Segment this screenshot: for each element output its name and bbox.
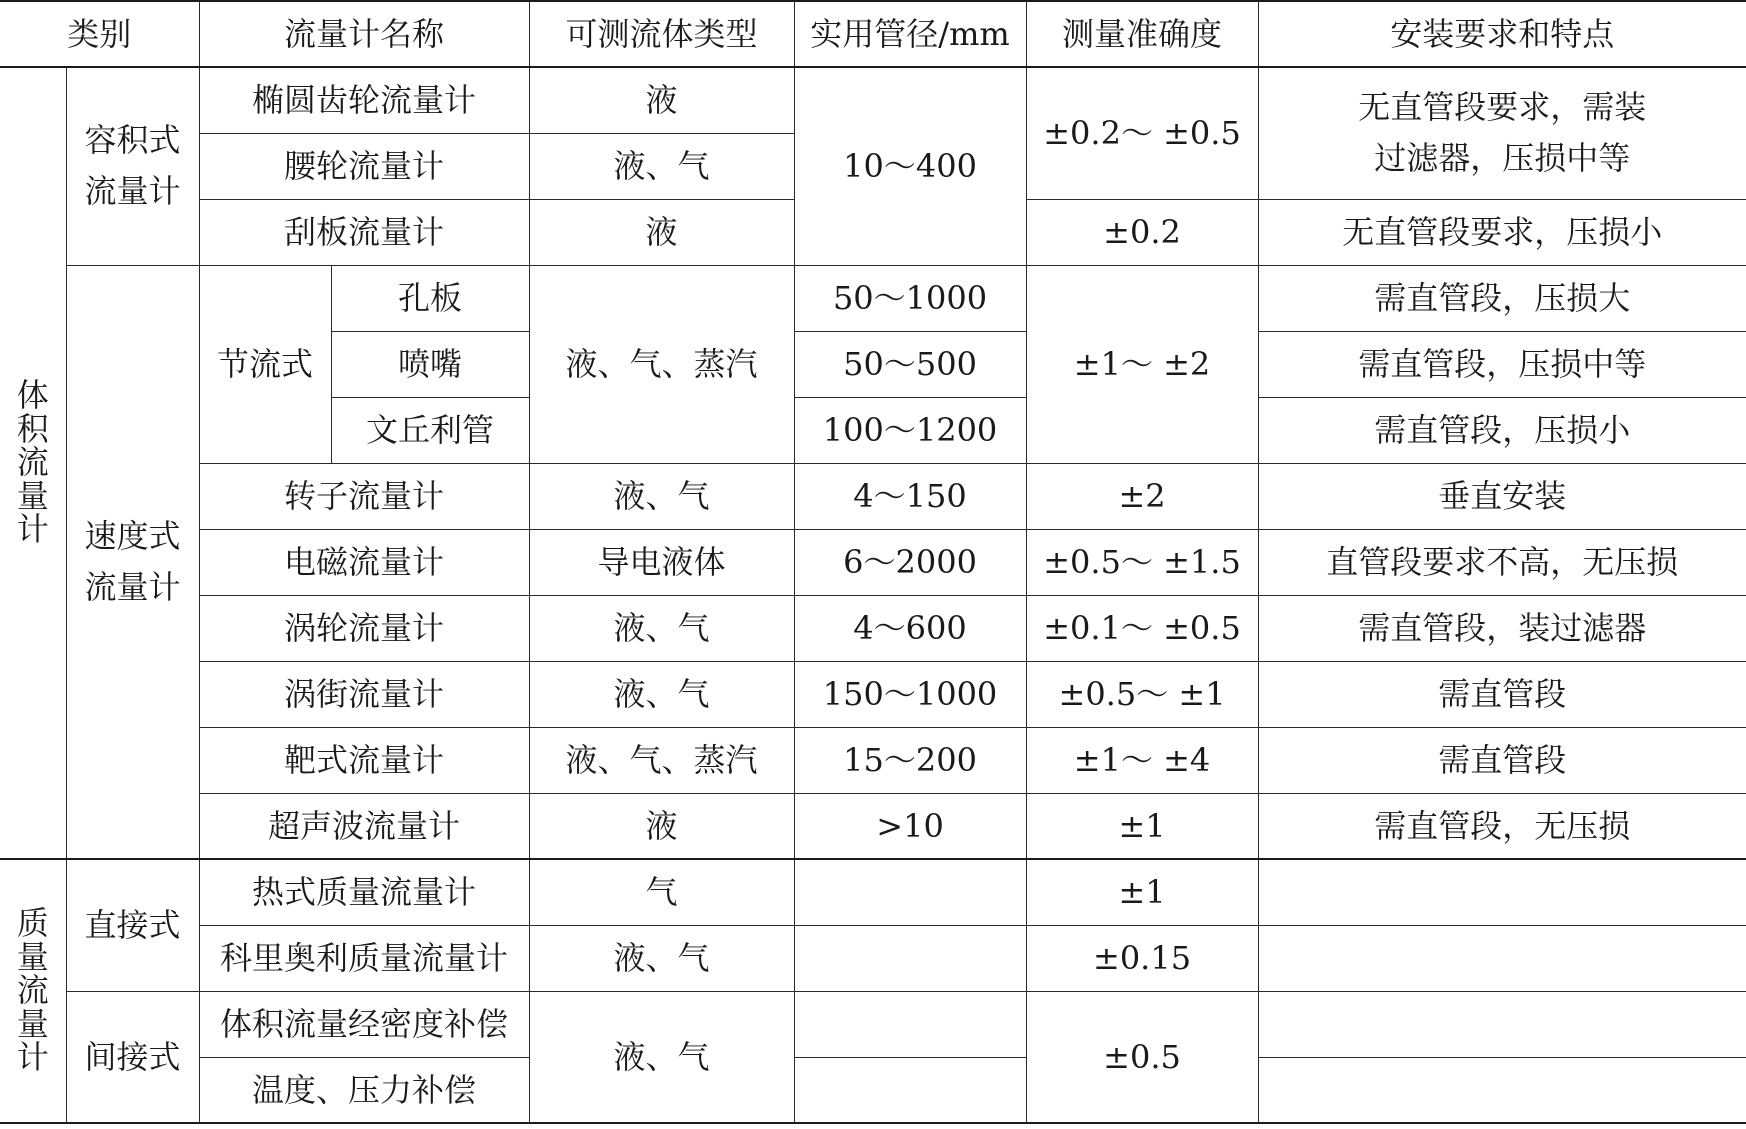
roots-name: 腰轮流量计 xyxy=(199,133,529,199)
venturi-diameter: 100～1200 xyxy=(794,397,1026,463)
group-direct: 直接式 xyxy=(66,859,199,991)
coriolis-install xyxy=(1258,925,1746,991)
electromagnetic-name: 电磁流量计 xyxy=(199,529,529,595)
density-comp-diameter xyxy=(794,991,1026,1057)
table-row xyxy=(0,991,1746,1057)
group-volume xyxy=(0,67,66,859)
thermal-mass-install xyxy=(1258,859,1746,925)
nozzle-name: 喷嘴 xyxy=(331,331,529,397)
header-diameter: 实用管径/mm xyxy=(794,1,1026,67)
vortex-fluid: 液、气 xyxy=(529,661,794,727)
turbine-fluid: 液、气 xyxy=(529,595,794,661)
coriolis-diameter xyxy=(794,925,1026,991)
thermal-mass-fluid: 气 xyxy=(529,859,794,925)
oval-gear-name: 椭圆齿轮流量计 xyxy=(199,67,529,133)
ultrasonic-diameter: >10 xyxy=(794,793,1026,859)
group-indirect: 间接式 xyxy=(66,991,199,1123)
vortex-install: 需直管段 xyxy=(1258,661,1746,727)
pd-install xyxy=(1258,67,1746,199)
thermal-mass-diameter xyxy=(794,859,1026,925)
temp-press-comp-name: 温度、压力补偿 xyxy=(199,1057,529,1123)
coriolis-accuracy: ±0.15 xyxy=(1026,925,1258,991)
pd-install-text: 无直管段要求，需装过滤器，压损中等 xyxy=(1358,88,1647,178)
roots-fluid: 液、气 xyxy=(529,133,794,199)
group-velocity xyxy=(66,265,199,859)
table-row xyxy=(0,1057,1746,1123)
header-row xyxy=(0,1,1746,67)
throttle-accuracy: ±1～ ±2 xyxy=(1026,265,1258,463)
table-row xyxy=(0,463,1746,529)
density-comp-install xyxy=(1258,991,1746,1057)
group-volume-label: 体积流量计 xyxy=(16,376,49,549)
rotameter-name: 转子流量计 xyxy=(199,463,529,529)
header-accuracy: 测量准确度 xyxy=(1026,1,1258,67)
pd-diameter: 10～400 xyxy=(794,67,1026,265)
group-velocity-label: 速度式流量计 xyxy=(84,516,181,606)
venturi-name: 文丘利管 xyxy=(331,397,529,463)
thermal-mass-accuracy: ±1 xyxy=(1026,859,1258,925)
ultrasonic-name: 超声波流量计 xyxy=(199,793,529,859)
temp-press-comp-diameter xyxy=(794,1057,1026,1123)
turbine-name: 涡轮流量计 xyxy=(199,595,529,661)
header-name: 流量计名称 xyxy=(199,1,529,67)
table-row xyxy=(0,859,1746,925)
target-install: 需直管段 xyxy=(1258,727,1746,793)
indirect-fluid: 液、气 xyxy=(529,991,794,1123)
table-row xyxy=(0,925,1746,991)
table-row xyxy=(0,265,1746,331)
orifice-diameter: 50～1000 xyxy=(794,265,1026,331)
ultrasonic-accuracy: ±1 xyxy=(1026,793,1258,859)
scraper-install: 无直管段要求，压损小 xyxy=(1258,199,1746,265)
pd-accuracy: ±0.2～ ±0.5 xyxy=(1026,67,1258,199)
orifice-install: 需直管段，压损大 xyxy=(1258,265,1746,331)
header-category: 类别 xyxy=(0,1,199,67)
vortex-diameter: 150～1000 xyxy=(794,661,1026,727)
electromagnetic-accuracy: ±0.5～ ±1.5 xyxy=(1026,529,1258,595)
turbine-accuracy: ±0.1～ ±0.5 xyxy=(1026,595,1258,661)
coriolis-name: 科里奥利质量流量计 xyxy=(199,925,529,991)
group-throttle: 节流式 xyxy=(199,265,331,463)
table-row xyxy=(0,727,1746,793)
density-comp-name: 体积流量经密度补偿 xyxy=(199,991,529,1057)
group-mass-label: 质量流量计 xyxy=(16,904,49,1077)
group-mass xyxy=(0,859,66,1123)
scraper-accuracy: ±0.2 xyxy=(1026,199,1258,265)
turbine-install: 需直管段，装过滤器 xyxy=(1258,595,1746,661)
target-diameter: 15～200 xyxy=(794,727,1026,793)
electromagnetic-diameter: 6～2000 xyxy=(794,529,1026,595)
target-name: 靶式流量计 xyxy=(199,727,529,793)
target-fluid: 液、气、蒸汽 xyxy=(529,727,794,793)
ultrasonic-install: 需直管段，无压损 xyxy=(1258,793,1746,859)
header-fluid: 可测流体类型 xyxy=(529,1,794,67)
table-row xyxy=(0,529,1746,595)
target-accuracy: ±1～ ±4 xyxy=(1026,727,1258,793)
electromagnetic-fluid: 导电液体 xyxy=(529,529,794,595)
scraper-fluid: 液 xyxy=(529,199,794,265)
electromagnetic-install: 直管段要求不高，无压损 xyxy=(1258,529,1746,595)
orifice-name: 孔板 xyxy=(331,265,529,331)
scraper-name: 刮板流量计 xyxy=(199,199,529,265)
rotameter-fluid: 液、气 xyxy=(529,463,794,529)
thermal-mass-name: 热式质量流量计 xyxy=(199,859,529,925)
table-row xyxy=(0,793,1746,859)
nozzle-install: 需直管段，压损中等 xyxy=(1258,331,1746,397)
vortex-name: 涡街流量计 xyxy=(199,661,529,727)
group-positive-displacement xyxy=(66,67,199,265)
rotameter-diameter: 4～150 xyxy=(794,463,1026,529)
group-positive-displacement-label: 容积式流量计 xyxy=(84,121,181,211)
nozzle-diameter: 50～500 xyxy=(794,331,1026,397)
rotameter-accuracy: ±2 xyxy=(1026,463,1258,529)
indirect-accuracy: ±0.5 xyxy=(1026,991,1258,1123)
oval-gear-fluid: 液 xyxy=(529,67,794,133)
coriolis-fluid: 液、气 xyxy=(529,925,794,991)
table-row xyxy=(0,595,1746,661)
temp-press-comp-install xyxy=(1258,1057,1746,1123)
ultrasonic-fluid: 液 xyxy=(529,793,794,859)
table-row xyxy=(0,67,1746,133)
venturi-install: 需直管段，压损小 xyxy=(1258,397,1746,463)
vortex-accuracy: ±0.5～ ±1 xyxy=(1026,661,1258,727)
rotameter-install: 垂直安装 xyxy=(1258,463,1746,529)
header-install: 安装要求和特点 xyxy=(1258,1,1746,67)
turbine-diameter: 4～600 xyxy=(794,595,1026,661)
table-row xyxy=(0,661,1746,727)
throttle-fluid: 液、气、蒸汽 xyxy=(529,265,794,463)
